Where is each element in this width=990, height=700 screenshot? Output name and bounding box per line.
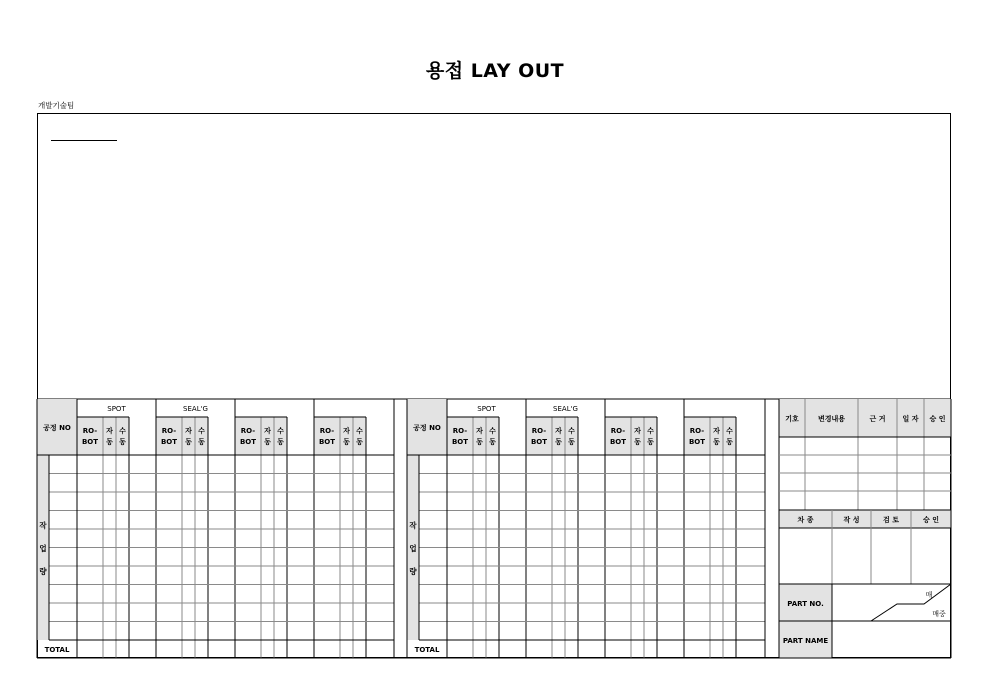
auto-label: 동 — [555, 438, 562, 446]
manual-label: 동 — [726, 438, 733, 446]
auto-label: 동 — [343, 438, 350, 446]
approval-header: 승 인 — [923, 516, 939, 524]
spot-header: SPOT — [107, 405, 126, 413]
change-log-header: 승 인 — [929, 415, 946, 423]
auto-label: 자 — [264, 427, 271, 435]
robot-label: RO- — [610, 427, 626, 435]
manual-label: 동 — [198, 438, 205, 446]
auto-label: 자 — [555, 427, 562, 435]
robot-label: BOT — [530, 438, 548, 446]
auto-label: 동 — [634, 438, 641, 446]
auto-label: 동 — [264, 438, 271, 446]
sheet-of-label: 매중 — [932, 610, 946, 618]
approval-header: 검 토 — [883, 516, 899, 524]
robot-label: RO- — [319, 427, 335, 435]
auto-label: 자 — [634, 427, 641, 435]
workload-label: 량 — [409, 567, 417, 576]
document-title: 용접 LAY OUT — [425, 60, 565, 82]
change-log-header: 근 거 — [869, 415, 886, 423]
auto-label: 자 — [713, 427, 720, 435]
robot-label: BOT — [239, 438, 257, 446]
approval-header: 차 종 — [797, 516, 814, 524]
auto-label: 동 — [476, 438, 483, 446]
auto-label: 동 — [106, 438, 113, 446]
workload-label: 업 — [409, 544, 417, 553]
auto-label: 자 — [476, 427, 483, 435]
manual-label: 동 — [489, 438, 496, 446]
robot-label: RO- — [689, 427, 705, 435]
robot-label: RO- — [531, 427, 547, 435]
workload-label: 량 — [39, 567, 47, 576]
total-label: TOTAL — [44, 646, 70, 654]
change-log-header: 변경내용 — [817, 415, 846, 423]
total-label: TOTAL — [414, 646, 440, 654]
robot-label: BOT — [451, 438, 469, 446]
robot-label: BOT — [609, 438, 627, 446]
sealing-header: SEAL'G — [553, 405, 578, 413]
auto-label: 자 — [185, 427, 192, 435]
change-log-header: 기호 — [785, 415, 799, 423]
process-no-label: 공정 NO — [43, 424, 71, 432]
change-log-header: 일 자 — [902, 415, 919, 423]
manual-label: 수 — [726, 427, 733, 435]
part-no-label: PART NO. — [787, 600, 824, 608]
spot-header: SPOT — [477, 405, 496, 413]
manual-label: 수 — [277, 427, 284, 435]
approval-header: 작 성 — [843, 516, 860, 524]
manual-label: 수 — [119, 427, 126, 435]
robot-label: RO- — [240, 427, 256, 435]
robot-label: RO- — [82, 427, 98, 435]
auto-label: 자 — [106, 427, 113, 435]
manual-label: 수 — [647, 427, 654, 435]
auto-label: 동 — [185, 438, 192, 446]
robot-label: BOT — [81, 438, 99, 446]
manual-label: 수 — [489, 427, 496, 435]
robot-label: BOT — [688, 438, 706, 446]
workload-label: 업 — [39, 544, 47, 553]
manual-label: 동 — [356, 438, 363, 446]
manual-label: 수 — [356, 427, 363, 435]
manual-label: 동 — [647, 438, 654, 446]
manual-label: 동 — [568, 438, 575, 446]
part-name-label: PART NAME — [782, 637, 829, 645]
manual-label: 동 — [119, 438, 126, 446]
auto-label: 자 — [343, 427, 350, 435]
process-no-label: 공정 NO — [413, 424, 441, 432]
sealing-header: SEAL'G — [183, 405, 208, 413]
robot-label: RO- — [452, 427, 468, 435]
workload-label: 작 — [409, 521, 417, 530]
auto-label: 동 — [713, 438, 720, 446]
sheet-label: 매 — [925, 591, 933, 599]
manual-label: 수 — [568, 427, 575, 435]
robot-label: BOT — [160, 438, 178, 446]
manual-label: 동 — [277, 438, 284, 446]
manual-label: 수 — [198, 427, 205, 435]
workload-label: 작 — [39, 521, 47, 530]
department-label: 개발기술팀 — [38, 101, 75, 110]
robot-label: RO- — [161, 427, 177, 435]
robot-label: BOT — [318, 438, 336, 446]
